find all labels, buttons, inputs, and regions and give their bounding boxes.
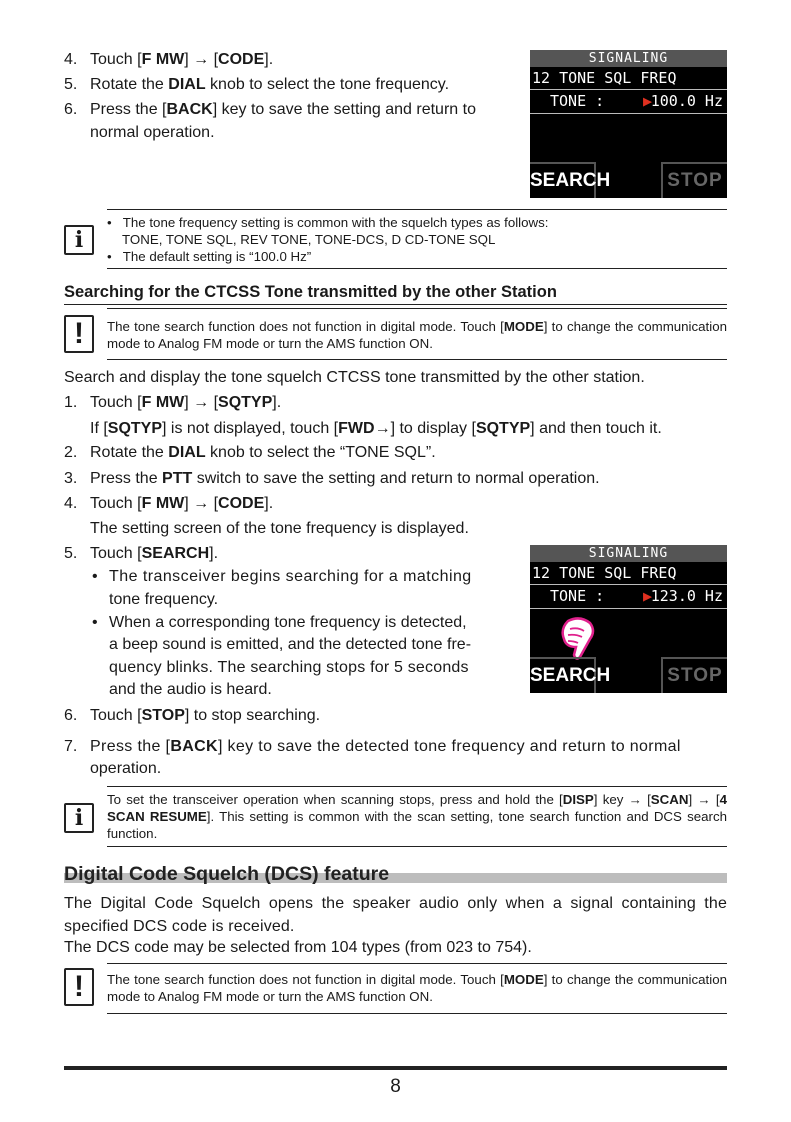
lcd-tone-value: 123.0 Hz [650,587,723,605]
info-icon: i [64,803,94,833]
step-text-cont: operation. [90,760,162,777]
lcd-header: SIGNALING [530,545,727,562]
bullet-text: and the audio is heard. [109,681,272,698]
step-text: Press the [BACK] key to save the setting and return to [90,101,476,118]
step-text-cont: If [SQTYP] is not displayed, touch [FWD→] to display [SQTYP] and then touch it. [90,420,662,437]
warning-text: The tone search function does not function in digital mode. Touch [MODE] to change the communication mode to Analog FM mode or turn the AMS function ON. [107,972,727,1004]
lcd-tone-label: TONE : [550,587,605,605]
note-bullet: • The tone frequency setting is common with the squelch types as follows: [107,215,549,230]
bullet-text: a beep sound is emitted, and the detected tone fre- [109,636,472,653]
step-number: 3. [64,470,78,487]
pointing-hand-icon [560,617,596,661]
step-number: 1. [64,394,78,411]
warning-text: The tone search function does not function in digital mode. Touch [MODE] to change the communication mode to Analog FM mode or turn the AMS function ON. [107,319,727,351]
cursor-arrow-icon: ▶ [643,587,653,605]
lcd-stop-button[interactable]: STOP [661,162,727,198]
lcd-title: 12 TONE SQL FREQ [530,67,727,90]
step-number: 2. [64,444,78,461]
lcd-tone-value: 100.0 Hz [650,92,723,110]
intro-text: Search and display the tone squelch CTCSS tone transmitted by the other station. [64,369,645,386]
bullet: • [92,568,98,585]
lcd-search-button[interactable]: SEARCH [530,657,596,693]
step-number: 4. [64,51,78,68]
section-heading: Searching for the CTCSS Tone transmitted by the other Station [64,283,557,301]
step-text: Rotate the DIAL knob to select the “TONE SQL”. [90,444,436,461]
footer-rule [64,1066,727,1070]
lcd-title: 12 TONE SQL FREQ [530,562,727,585]
lcd-screen-signaling-search [530,545,727,693]
note-bullet: • The default setting is “100.0 Hz” [107,249,312,264]
lcd-search-button[interactable]: SEARCH [530,162,596,198]
step-number: 6. [64,707,78,724]
step-number: 5. [64,545,78,562]
step-number: 5. [64,76,78,93]
bullet-text: When a corresponding tone frequency is detected, [109,614,467,631]
info-icon: i [64,225,94,255]
bullet: • [92,614,98,631]
note-text: To set the transceiver operation when scanning stops, press and hold the [DISP] key → [SCAN] → [4 SCAN RESUME]. This setting is common with the scan setting, tone search function and DCS search function. [107,792,727,841]
step-text-cont: The setting screen of the tone frequency is displayed. [90,520,469,537]
step-text: Touch [F MW] → [SQTYP]. [90,394,282,411]
paragraph: The Digital Code Squelch opens the speaker audio only when a signal containing the specified DCS code is received. [64,895,727,935]
lcd-tone-label: TONE : [550,92,605,110]
lcd-screen-signaling [530,50,727,198]
lcd-tone-row [530,585,727,609]
step-text: Touch [SEARCH]. [90,545,219,562]
warning-icon: ! [64,315,94,353]
section-heading: Digital Code Squelch (DCS) feature [64,863,390,885]
lcd-header: SIGNALING [530,50,727,67]
bullet-text: tone frequency. [109,591,219,608]
lcd-stop-button[interactable]: STOP [661,657,727,693]
step-text-cont: normal operation. [90,124,215,141]
lcd-tone-row [530,90,727,114]
cursor-arrow-icon: ▶ [643,92,653,110]
step-number: 4. [64,495,78,512]
paragraph: The DCS code may be selected from 104 types (from 023 to 754). [64,939,532,956]
step-text: Touch [F MW] → [CODE]. [90,51,274,68]
step-text: Press the PTT switch to save the setting and return to normal operation. [90,470,600,487]
note-text: TONE, TONE SQL, REV TONE, TONE-DCS, D CD-TONE SQL [122,232,496,247]
page-number: 8 [390,1076,401,1097]
step-number: 7. [64,738,78,755]
warning-icon: ! [64,968,94,1006]
step-text: Touch [STOP] to stop searching. [90,707,321,724]
step-text: Touch [F MW] → [CODE]. [90,495,274,512]
step-number: 6. [64,101,78,118]
bullet-text: quency blinks. The searching stops for 5 seconds [109,659,469,676]
step-text: Rotate the DIAL knob to select the tone frequency. [90,76,450,93]
step-text: Press the [BACK] key to save the detected tone frequency and return to normal [90,738,681,755]
bullet-text: The transceiver begins searching for a matching [109,568,472,585]
